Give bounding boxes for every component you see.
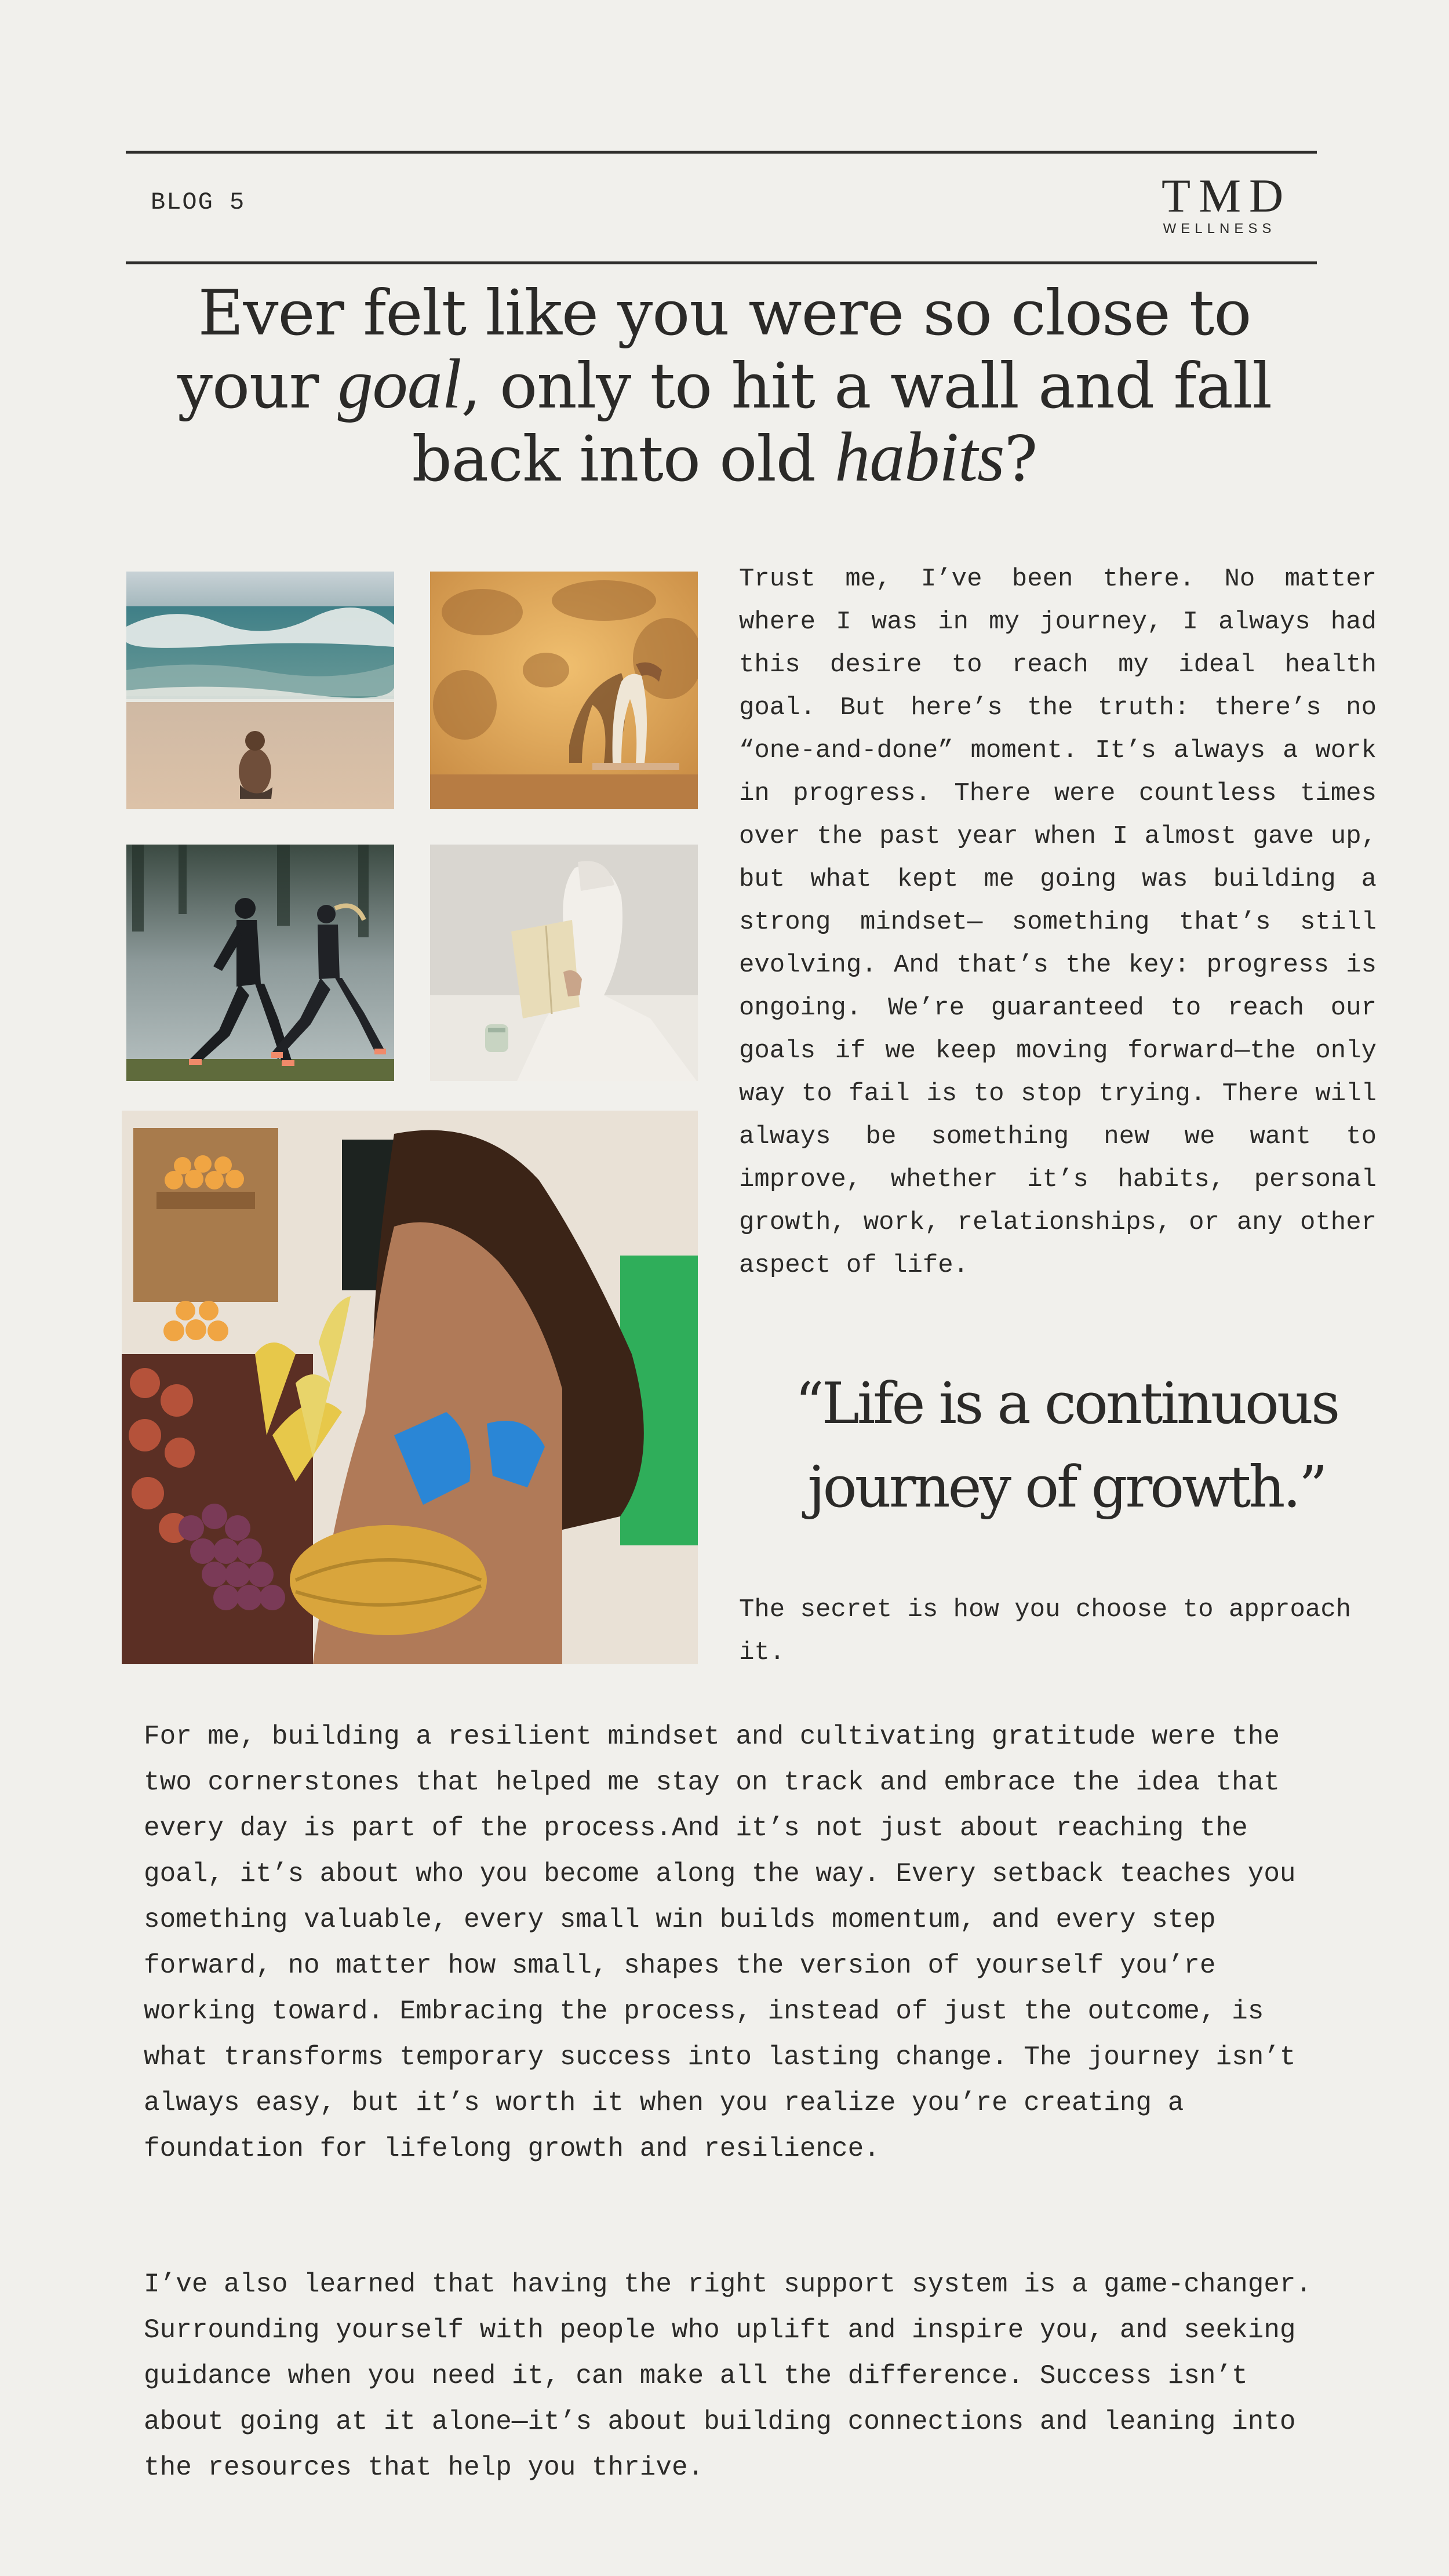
running-photo [126,845,394,1081]
reading-photo [430,845,698,1081]
headline-emphasis-habits: habits [835,418,1004,496]
logo-wordmark: TMD [1162,169,1292,222]
header-top-rule [126,151,1317,154]
pull-quote: “Life is a continuous journey of growth.” [795,1371,1338,1520]
page-headline [128,278,1321,495]
support-paragraph: I’ve also learned that having the right support system is a game-changer. Surrounding yourself with people who uplift and inspire you, and seeking guidance when you need it, can make all the difference. Success isn’t about going at it alone—it’s about building connections and leaning into the resources that help you thrive. [144,2269,1312,2483]
blog-label: BLOG 5 [151,188,246,216]
logo-tagline: WELLNESS [1163,221,1276,237]
header-bottom-rule [126,261,1317,264]
secret-paragraph: The secret is how you choose to approach it. [739,1595,1352,1667]
headline-text-2: , only to hit a wall and fall back into old [412,350,1272,496]
fruit-market-photo [122,1111,698,1664]
yoga-photo [430,572,698,809]
intro-paragraph: Trust me, I’ve been there. No matter where I was in my journey, I always had this desire to reach my ideal health goal. But here’s the truth: there’s no “one-and-done” moment. It’s always a work in progress. There were countless times over the past year when I almost gave up, but what kept me going was building a strong mindset— something that’s still evolving. And that’s the key: progress is ongoing. We’re guaranteed to reach our goals if we keep moving forward—the only way to fail is to stop trying. There will always be something new we want to improve, whether it’s habits, personal growth, work, relationships, or any other aspect of life. [739,565,1377,1280]
brand-logo [1153,169,1292,237]
headline-emphasis-goal: goal [337,345,461,423]
mindset-paragraph: For me, building a resilient mindset and cultivating gratitude were the two cornerstones that helped me stay on track and embrace the idea that every day is part of the process.And it’s not just about reaching the goal, it’s about who you become along the way. Every setback teaches you something valuable, every small win builds momentum, and every step forward, no matter how small, shapes the version of yourself you’re working toward. Embracing the process, instead of just the outcome, is what transforms temporary success into lasting change. The journey isn’t always easy, but it’s worth it when you realize you’re creating a foundation for lifelong growth and resilience. [144,1722,1296,2164]
headline-text-3: ? [1004,423,1037,496]
headline-text-1: Ever felt like you were so close to your [177,277,1251,423]
beach-photo [126,572,394,809]
